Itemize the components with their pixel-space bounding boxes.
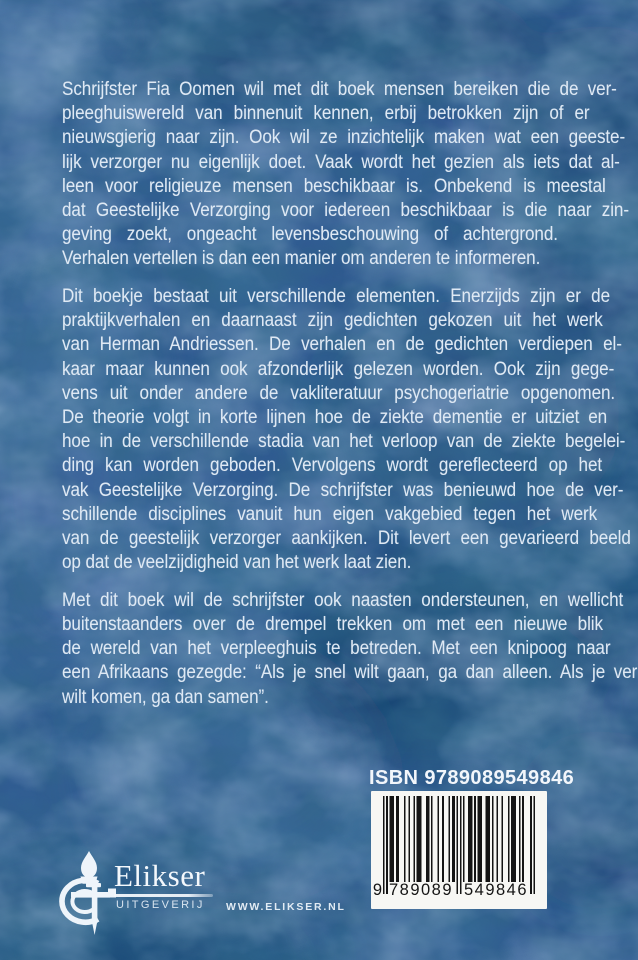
isbn-label: ISBN 9789089549846	[369, 767, 575, 789]
publisher-name: Elikser	[114, 858, 206, 893]
publisher-lamp-monogram-icon	[58, 845, 120, 940]
text-line: leen voor religieuze mensen beschikbaar is. Onbekend is meestal	[62, 175, 606, 197]
publisher-subtitle: UITGEVERIJ	[116, 899, 205, 911]
back-cover-text	[62, 78, 638, 710]
text-line: wilt komen, ga dan samen”.	[62, 686, 269, 708]
text-line: ding kan worden geboden. Vervolgens wordt gereflecteerd op het	[62, 455, 603, 477]
text-line: Met dit boek wil de schrijfster ook naasten ondersteunen, en wellicht	[62, 589, 624, 611]
paragraph	[62, 589, 638, 710]
text-line: de wereld van het verpleeghuis te betreden. Met een knipoog naar	[62, 638, 611, 660]
text-line: pleeghuiswereld van binnenuit kennen, erbij betrokken zijn of er	[62, 103, 590, 125]
text-line: schillende disciplines vanuit hun eigen vakgebied tegen het werk	[62, 503, 598, 525]
text-line: praktijkverhalen en daarnaast zijn gedichten gekozen uit het werk	[62, 310, 603, 332]
publisher-website: WWW.ELIKSER.NL	[226, 901, 346, 913]
text-line: Schrijfster Fia Oomen wil met dit boek mensen bereiken die de ver-	[62, 79, 617, 100]
text-line: hoe in de verschillende stadia van het verloop van de ziekte begelei-	[62, 431, 626, 453]
text-line: De theorie volgt in korte lijnen hoe de ziekte dementie er uitziet en	[62, 406, 608, 428]
barcode-digits-group1: 789089	[388, 881, 454, 899]
barcode-bars-icon	[383, 796, 535, 894]
text-line: buitenstaanders over de drempel trekken om met een nieuwe blik	[62, 613, 603, 635]
text-line: kaar maar kunnen ook afzonderlijk gelezen worden. Ook zijn gege-	[62, 358, 615, 380]
text-line: lijk verzorger nu eigenlijk doet. Vaak wordt het gezien als iets dat al-	[62, 151, 620, 173]
publisher-underline	[114, 894, 213, 897]
text-line: nieuwsgierig naar zijn. Ook wil ze inzichtelijk maken wat een geeste-	[62, 127, 626, 149]
barcode-digits-group2: 549846	[463, 881, 529, 899]
text-line: Verhalen vertellen is dan een manier om anderen te informeren.	[62, 248, 541, 270]
text-line: van de geestelijk verzorger aankijken. Dit levert een gevarieerd beeld	[62, 527, 631, 549]
text-line: een Afrikaans gezegde: “Als je snel wilt gaan, ga dan alleen. Als je ver	[62, 662, 638, 684]
paragraph	[62, 78, 629, 272]
text-line: geving zoekt, ongeacht levensbeschouwing of achtergrond.	[62, 224, 558, 246]
text-line: dat Geestelijke Verzorging voor iedereen beschikbaar is die naar zin-	[62, 199, 629, 221]
text-line: vak Geestelijke Verzorging. De schrijfster was benieuwd hoe de ver-	[62, 479, 624, 501]
flame-icon	[81, 851, 97, 878]
text-line: vens uit onder andere de vakliteratuur psychogeriatrie opgenomen.	[62, 382, 616, 404]
text-line: van Herman Andriessen. De verhalen en de gedichten verdiepen el-	[62, 334, 622, 356]
text-line: op dat de veelzijdigheid van het werk laat zien.	[62, 552, 412, 574]
barcode-digit-lead: 9	[372, 881, 382, 899]
barcode	[371, 791, 547, 909]
text-line: Dit boekje bestaat uit verschillende elementen. Enerzijds zijn er de	[62, 286, 611, 307]
paragraph	[62, 285, 631, 575]
